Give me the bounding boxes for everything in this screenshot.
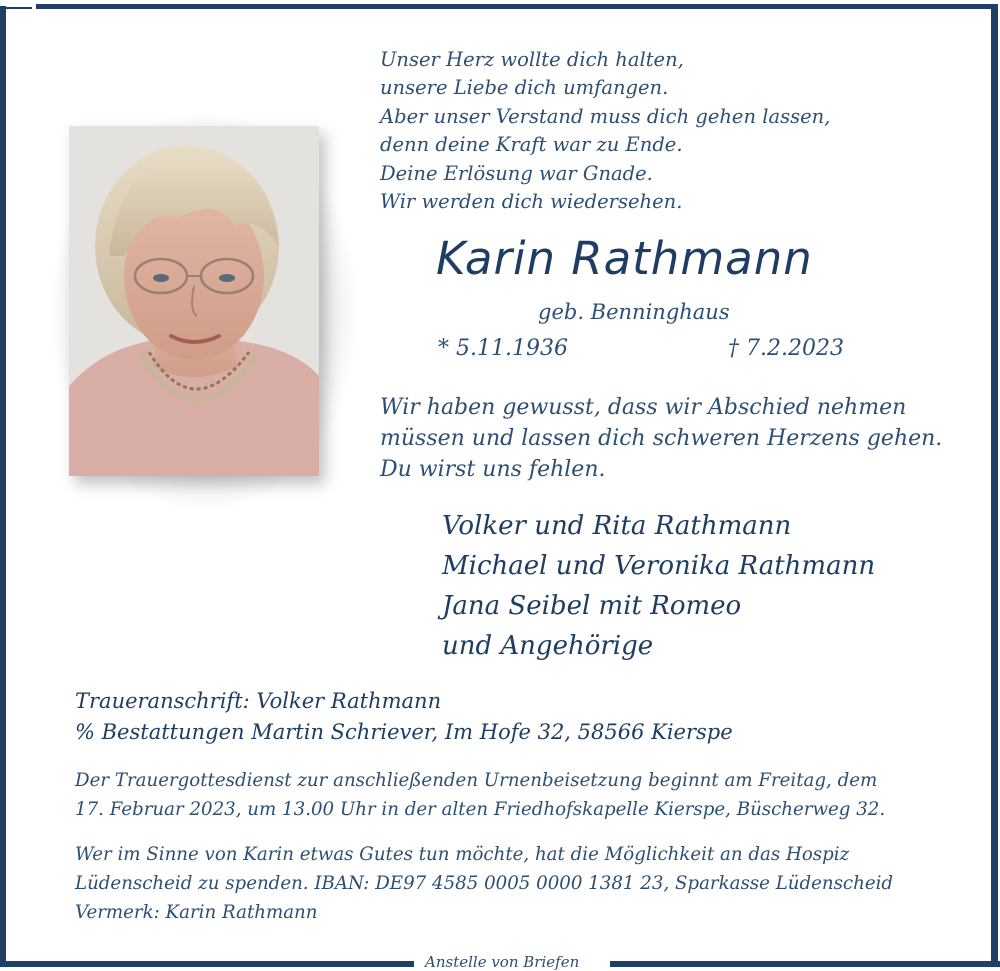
mourning-address	[75, 686, 733, 748]
donation-line: Vermerk: Karin Rathmann	[75, 902, 318, 923]
portrait-illustration	[69, 126, 319, 476]
poem-line: Deine Erlösung war Gnade.	[380, 161, 653, 185]
frame-bottom-right	[610, 961, 1000, 967]
donation-info	[75, 840, 935, 927]
farewell-line: müssen und lassen dich schweren Herzens gehen.	[380, 426, 943, 451]
poem-line: Wir werden dich wiedersehen.	[380, 190, 683, 214]
frame-top-left-segment	[2, 7, 32, 9]
donation-line: Wer im Sinne von Karin etwas Gutes tun möchte, hat die Möglichkeit an das Hospiz	[75, 844, 850, 865]
birth-date: * 5.11.1936	[438, 336, 568, 361]
poem-line: denn deine Kraft war zu Ende.	[380, 133, 683, 157]
poem-line: unsere Liebe dich umfangen.	[380, 76, 669, 100]
maiden-name: geb. Benninghaus	[538, 300, 730, 324]
family-line: Michael und Veronika Rathmann	[442, 551, 876, 581]
death-date: † 7.2.2023	[728, 336, 844, 361]
frame-left	[0, 6, 6, 966]
family-line: und Angehörige	[442, 631, 654, 661]
service-line: Der Trauergottesdienst zur anschließenden Urnenbeisetzung beginnt am Freitag, dem	[75, 770, 878, 791]
footer-note: Anstelle von Briefen	[425, 953, 580, 971]
farewell-text	[380, 392, 942, 485]
farewell-line: Du wirst uns fehlen.	[380, 457, 606, 482]
funeral-service-info	[75, 766, 935, 824]
deceased-name: Karin Rathmann	[436, 232, 813, 285]
address-line: Traueranschrift: Volker Rathmann	[75, 689, 442, 713]
frame-top	[36, 4, 998, 9]
family-line: Jana Seibel mit Romeo	[442, 591, 742, 621]
poem	[380, 46, 830, 216]
donation-line: Lüdenscheid zu spenden. IBAN: DE97 4585 0005 0000 1381 23, Sparkasse Lüdenscheid	[75, 873, 894, 894]
portrait-photo	[69, 126, 319, 476]
farewell-line: Wir haben gewusst, dass wir Abschied nehmen	[380, 395, 907, 420]
frame-bottom-left	[0, 961, 414, 967]
family-line: Volker und Rita Rathmann	[442, 511, 792, 541]
poem-line: Aber unser Verstand muss dich gehen lassen,	[380, 104, 831, 128]
address-line: % Bestattungen Martin Schriever, Im Hofe 32, 58566 Kierspe	[75, 720, 733, 744]
family-signatures	[442, 506, 875, 666]
poem-line: Unser Herz wollte dich halten,	[380, 48, 684, 71]
service-line: 17. Februar 2023, um 13.00 Uhr in der alten Friedhofskapelle Kierspe, Büscherweg 32.	[75, 799, 886, 820]
frame-right	[991, 4, 998, 966]
